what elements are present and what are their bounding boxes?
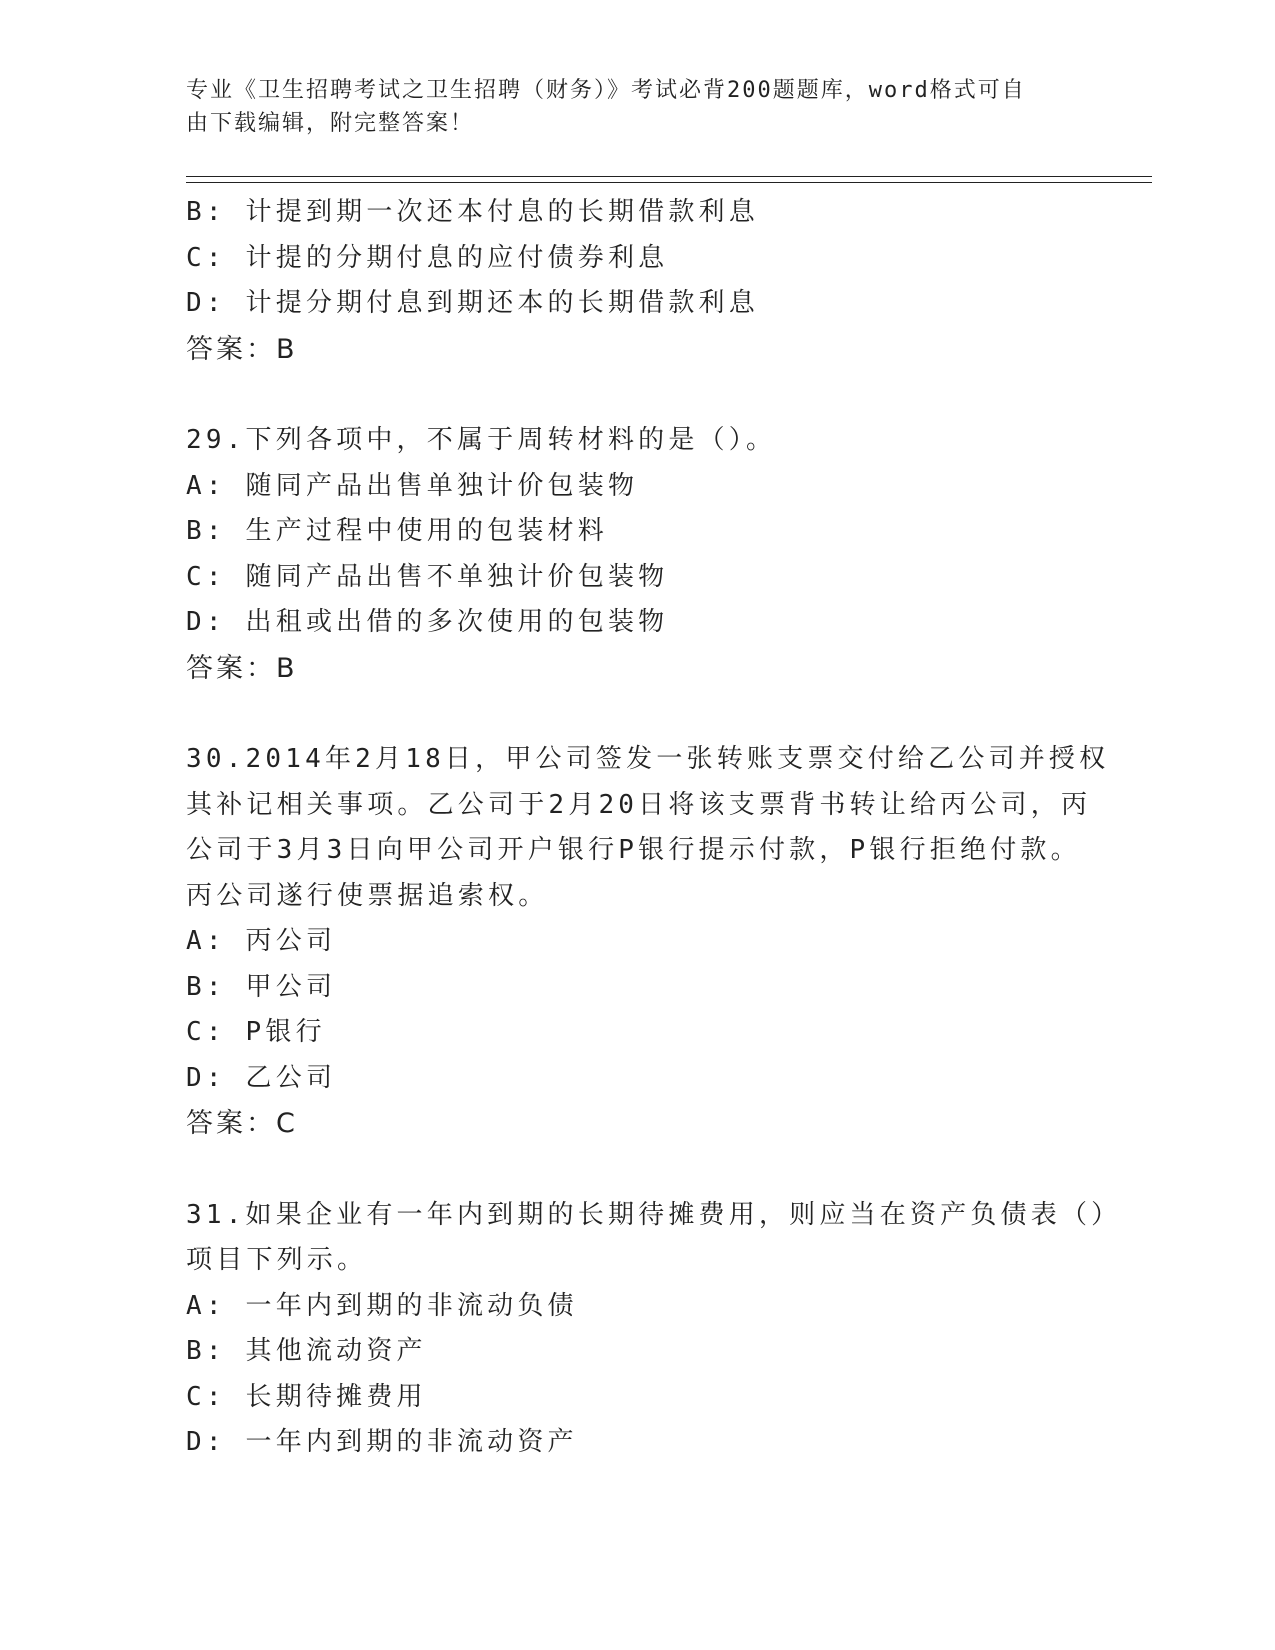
header-line-1: 专业《卫生招聘考试之卫生招聘（财务）》考试必背200题题库，word格式可自 — [186, 78, 1026, 103]
header-line-2: 由下载编辑，附完整答案！ — [186, 111, 475, 136]
option-d: D: 出租或出借的多次使用的包装物 — [186, 607, 669, 637]
spacer — [186, 1147, 1086, 1193]
option-c: C: 随同产品出售不单独计价包装物 — [186, 561, 669, 592]
option-b: B: 生产过程中使用的包装材料 — [186, 516, 608, 546]
option-c: C: 计提的分期付息的应付债券利息 — [186, 242, 669, 273]
option-b: B: 其他流动资产 — [186, 1336, 427, 1366]
option-d: D: 乙公司 — [186, 1062, 337, 1093]
answer: 答案：B — [186, 652, 298, 684]
option-c: C: P银行 — [186, 1017, 326, 1047]
option-c: C: 长期待摊费用 — [186, 1381, 427, 1412]
option-a: A: 一年内到期的非流动负债 — [186, 1290, 578, 1321]
question-31 — [186, 1193, 1122, 1466]
option-a: A: 随同产品出售单独计价包装物 — [186, 470, 639, 501]
option-b: B: 计提到期一次还本付息的长期借款利息 — [186, 197, 759, 227]
header-divider-top — [186, 176, 1152, 177]
question-stem-line: 公司于3月3日向甲公司开户银行P银行提示付款，P银行拒绝付款。 — [186, 835, 1081, 865]
question-30 — [186, 737, 1110, 1147]
header-divider-bottom — [186, 182, 1152, 183]
question-stem-line: 31.如果企业有一年内到期的长期待摊费用，则应当在资产负债表（） — [186, 1199, 1122, 1230]
option-d: D: 计提分期付息到期还本的长期借款利息 — [186, 288, 759, 318]
question-stem-line: 其补记相关事项。乙公司于2月20日将该支票背书转让给丙公司，丙 — [186, 789, 1092, 820]
document-header — [186, 74, 1066, 140]
question-stem-line: 30.2014年2月18日，甲公司签发一张转账支票交付给乙公司并授权 — [186, 744, 1110, 774]
spacer — [186, 691, 1086, 737]
question-stem-line: 项目下列示。 — [186, 1245, 368, 1275]
question-28-tail — [186, 190, 1086, 372]
question-content — [186, 190, 1122, 1466]
question-stem: 29.下列各项中，不属于周转材料的是（）。 — [186, 425, 777, 455]
spacer — [186, 372, 1086, 418]
answer: 答案：B — [186, 333, 298, 365]
question-29 — [186, 418, 1086, 691]
option-d: D: 一年内到期的非流动资产 — [186, 1427, 578, 1457]
question-stem-line: 丙公司遂行使票据追索权。 — [186, 880, 549, 911]
option-b: B: 甲公司 — [186, 971, 337, 1002]
option-a: A: 丙公司 — [186, 926, 337, 956]
answer: 答案：C — [186, 1108, 298, 1139]
